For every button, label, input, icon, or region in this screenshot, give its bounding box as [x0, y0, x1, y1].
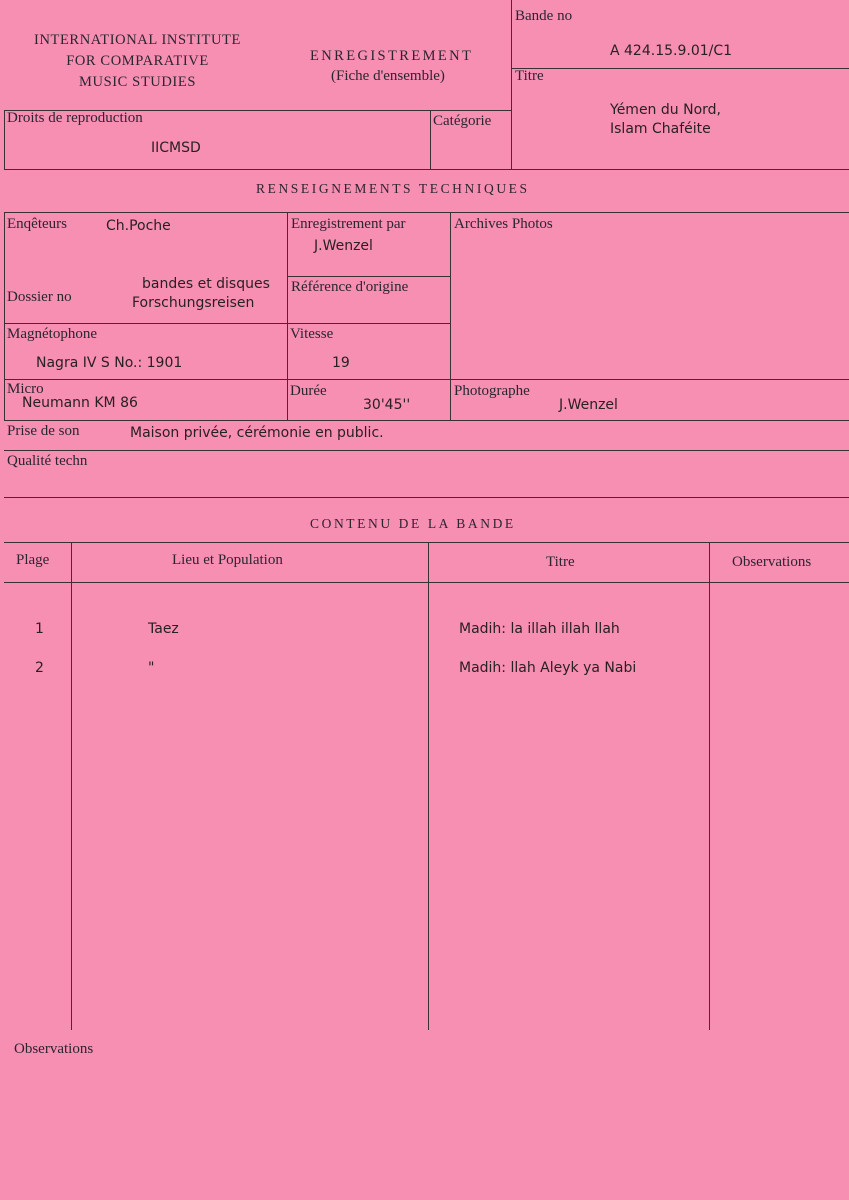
enqueteurs-value: Ch.Poche	[106, 218, 171, 234]
droits-value: IICMSD	[151, 140, 201, 156]
vitesse-value: 19	[332, 355, 350, 371]
categorie-label: Catégorie	[433, 113, 492, 129]
column-header-plage: Plage	[16, 552, 50, 568]
bande-no-value: A 424.15.9.01/C1	[610, 43, 733, 59]
rule-h-enreg-bottom	[287, 276, 450, 277]
row-titre: Madih: llah Aleyk ya Nabi	[459, 660, 637, 676]
column-header-titre: Titre	[546, 554, 575, 570]
qualite-techn-label: Qualité techn	[7, 453, 88, 469]
technical-section-title: RENSEIGNEMENTS TECHNIQUES	[256, 181, 530, 196]
rule-h-prise-bottom	[4, 450, 849, 451]
titre-label: Titre	[515, 68, 544, 84]
rule-v-table-col3	[709, 542, 710, 1030]
rule-h-table-top	[4, 542, 849, 543]
institute-line-2: FOR COMPARATIVE	[66, 53, 209, 69]
rule-h-tech-top	[4, 212, 849, 213]
micro-value: Neumann KM 86	[22, 395, 138, 411]
rule-h-header-bottom	[4, 169, 849, 170]
rule-v-table-col1	[71, 542, 72, 1030]
rule-v-tech-col1	[287, 212, 288, 420]
magnetophone-value: Nagra IV S No.: 1901	[36, 355, 183, 371]
row-titre: Madih: la illah illah llah	[459, 621, 620, 637]
prise-de-son-value: Maison privée, cérémonie en public.	[130, 425, 384, 441]
row-plage: 2	[35, 660, 44, 676]
form-subtitle: (Fiche d'ensemble)	[331, 68, 445, 84]
dossier-value-line-1: bandes et disques	[142, 276, 270, 292]
rule-v-left-border-tech	[4, 212, 5, 420]
rule-h-qualite-bottom	[4, 497, 849, 498]
rule-v-categorie	[430, 110, 431, 170]
enregistrement-value: J.Wenzel	[314, 238, 373, 254]
dossier-label: Dossier no	[7, 289, 72, 305]
rule-v-left-border-top	[4, 110, 5, 170]
duree-label: Durée	[290, 383, 327, 399]
row-lieu: "	[148, 660, 155, 676]
rule-h-table-header-bottom	[4, 582, 849, 583]
titre-line-1: Yémen du Nord,	[610, 102, 721, 118]
form-title: ENREGISTREMENT	[310, 48, 474, 64]
rule-h-bande-titre	[511, 68, 849, 69]
vitesse-label: Vitesse	[290, 326, 334, 342]
droits-label: Droits de reproduction	[7, 110, 143, 126]
photographe-label: Photographe	[454, 383, 530, 399]
enqueteurs-label: Enqêteurs	[7, 216, 67, 232]
observations-label: Observations	[14, 1041, 94, 1057]
reference-label: Référence d'origine	[291, 279, 409, 295]
bande-no-label: Bande no	[515, 8, 573, 24]
magnetophone-label: Magnétophone	[7, 326, 97, 342]
institute-name	[10, 30, 265, 93]
prise-de-son-label: Prise de son	[7, 423, 80, 439]
institute-line-1: INTERNATIONAL INSTITUTE	[34, 32, 241, 48]
archives-photos-label: Archives Photos	[454, 216, 553, 232]
row-plage: 1	[35, 621, 44, 637]
rule-h-magneto-bottom	[4, 379, 849, 380]
photographe-value: J.Wenzel	[559, 397, 618, 413]
rule-h-dossier-bottom	[4, 323, 450, 324]
column-header-lieu: Lieu et Population	[172, 552, 283, 568]
dossier-value-line-2: Forschungsreisen	[132, 295, 255, 311]
institute-line-3: MUSIC STUDIES	[79, 74, 196, 90]
row-lieu: Taez	[148, 621, 179, 637]
rule-v-tech-col2	[450, 212, 451, 420]
rule-v-top-right	[511, 0, 512, 170]
micro-label: Micro	[7, 381, 44, 397]
enregistrement-label: Enregistrement par	[291, 216, 406, 232]
contents-section-title: CONTENU DE LA BANDE	[310, 516, 516, 531]
rule-h-micro-bottom	[4, 420, 849, 421]
rule-v-table-col2	[428, 542, 429, 1030]
duree-value: 30'45''	[363, 397, 411, 413]
column-header-observations: Observations	[732, 554, 812, 570]
titre-line-2: Islam Chaféite	[610, 121, 711, 137]
